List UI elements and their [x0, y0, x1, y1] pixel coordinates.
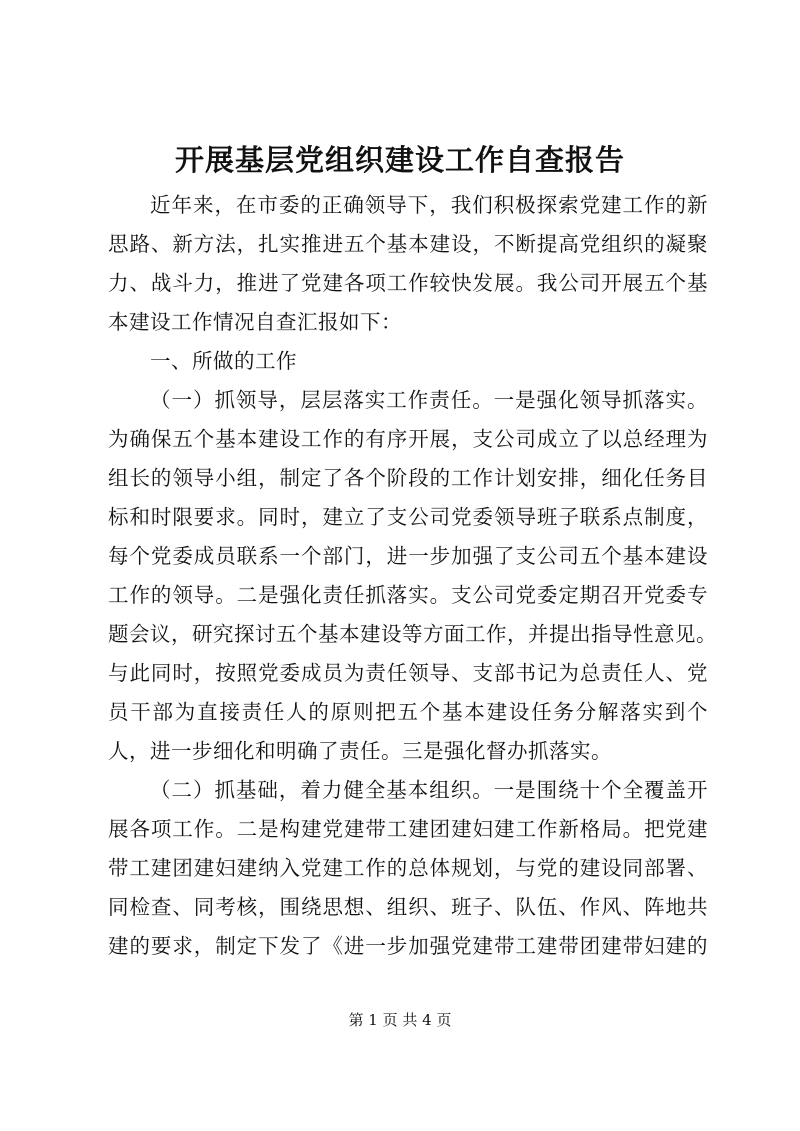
paragraph-line: 思路、新方法，扎实推进五个基本建设，不断提高党组织的凝聚	[108, 232, 708, 256]
section-heading: 一、所做的工作	[150, 349, 297, 373]
paragraph-line: 近年来，在市委的正确领导下，我们积极探索党建工作的新	[150, 193, 708, 217]
document-title: 开展基层党组织建设工作自查报告	[174, 143, 625, 177]
page-footer: 第 1 页 共 4 页	[348, 1011, 452, 1029]
paragraph-line: 与此同时，按照党委成员为责任领导、支部书记为总责任人、党	[108, 661, 708, 685]
paragraph-line: （二）抓基础，着力健全基本组织。一是围绕十个全覆盖开	[150, 778, 708, 802]
paragraph-line: 展各项工作。二是构建党建带工建团建妇建工作新格局。把党建	[108, 817, 708, 841]
paragraph-line: 同检查、同考核，围绕思想、组织、班子、队伍、作风、阵地共	[108, 895, 708, 919]
paragraph-line: 标和时限要求。同时，建立了支公司党委领导班子联系点制度，	[108, 505, 708, 529]
paragraph-line: 建的要求，制定下发了《进一步加强党建带工建带团建带妇建的	[108, 934, 708, 958]
paragraph-line: 本建设工作情况自查汇报如下：	[108, 310, 402, 334]
paragraph-line: 工作的领导。二是强化责任抓落实。支公司党委定期召开党委专	[108, 583, 708, 607]
paragraph-line: 组长的领导小组，制定了各个阶段的工作计划安排，细化任务目	[108, 466, 708, 490]
paragraph-line: 人，进一步细化和明确了责任。三是强化督办抓落实。	[108, 739, 612, 763]
paragraph-line: 员干部为直接责任人的原则把五个基本建设任务分解落实到个	[108, 700, 708, 724]
paragraph-line: 力、战斗力，推进了党建各项工作较快发展。我公司开展五个基	[108, 271, 708, 295]
paragraph-line: （一）抓领导，层层落实工作责任。一是强化领导抓落实。	[150, 388, 708, 412]
paragraph-line: 为确保五个基本建设工作的有序开展，支公司成立了以总经理为	[108, 427, 708, 451]
paragraph-line: 题会议，研究探讨五个基本建设等方面工作，并提出指导性意见。	[108, 622, 717, 646]
paragraph-line: 带工建团建妇建纳入党建工作的总体规划，与党的建设同部署、	[108, 856, 708, 880]
paragraph-line: 每个党委成员联系一个部门，进一步加强了支公司五个基本建设	[108, 544, 708, 568]
document-body	[108, 186, 717, 966]
